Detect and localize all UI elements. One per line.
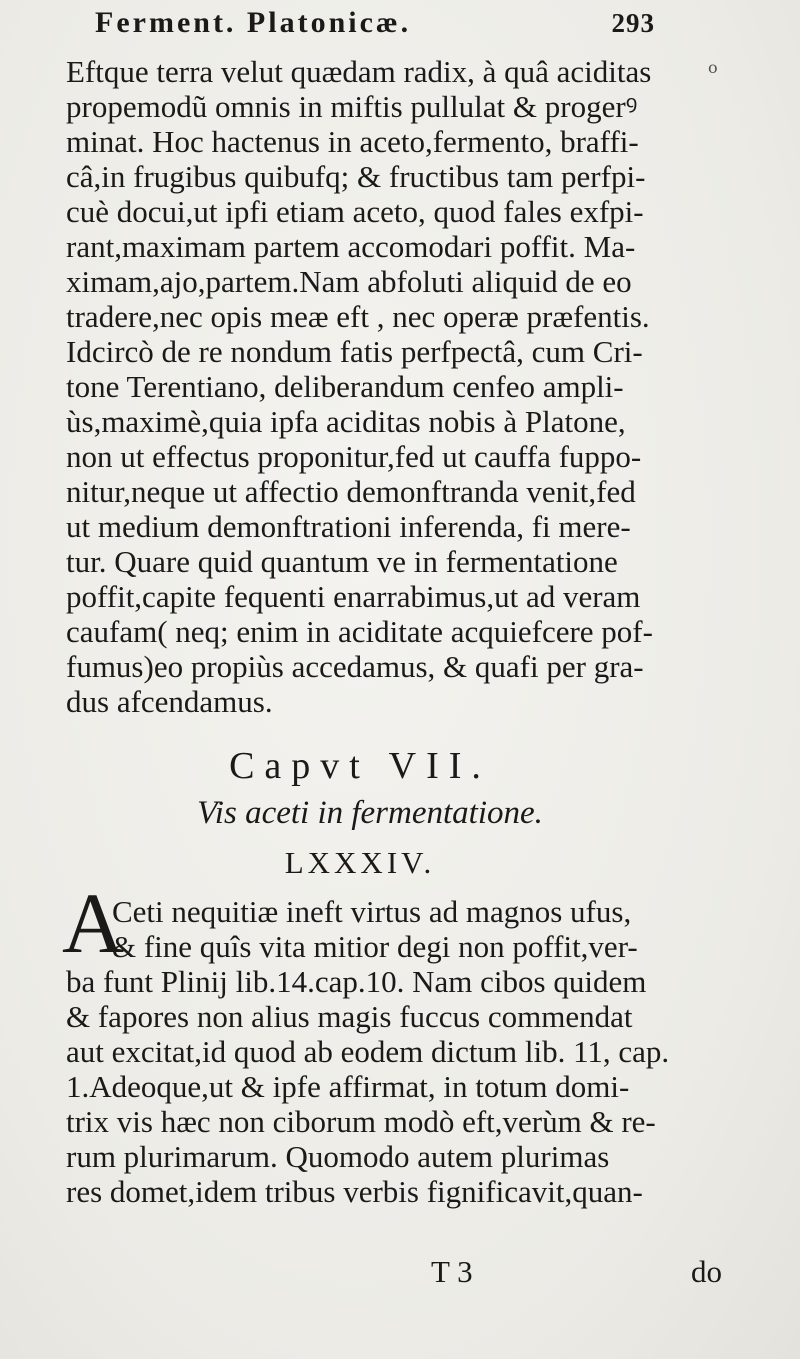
text-line: Idcircò de re nondum fatis perfpectâ, cum Cri- [66, 334, 643, 369]
text-line: tradere,nec opis meæ eft , nec operæ præfentis. [66, 299, 650, 334]
text-line: ùs,maximè,quia ipfa aciditas nobis à Platone, [66, 404, 626, 439]
margin-mark: o [708, 58, 718, 77]
catchword: do [691, 1254, 722, 1289]
text-line: ximam,ajo,partem.Nam abfoluti aliquid de eo [66, 264, 632, 299]
text-line: res domet,idem tribus verbis fignificavit,quan- [66, 1174, 643, 1209]
text-line: dus afcendamus. [66, 684, 273, 719]
text-line: caufam( neq; enim in aciditate acquiefcere pof- [66, 614, 653, 649]
page-number: 293 [611, 8, 655, 38]
text-line: poffit,capite fequenti enarrabimus,ut ad veram [66, 579, 641, 614]
text-line: rum plurimarum. Quomodo autem plurimas [66, 1139, 610, 1174]
text-line: non ut effectus proponitur,fed ut cauffa fuppo- [66, 439, 642, 474]
body-text [66, 54, 726, 719]
text-line: nitur,neque ut affectio demonftranda venit,fed [66, 474, 636, 509]
text-line: rant,maximam partem accomodari poffit. Ma- [66, 229, 636, 264]
text-line: ba funt Plinij lib.14.cap.10. Nam cibos quidem [66, 964, 647, 999]
text-line: trix vis hæc non ciborum modò eft,verùm & re- [66, 1104, 656, 1139]
chapter-subtitle: Vis aceti in fermentatione. [197, 795, 543, 831]
text-line: aut excitat,id quod ab eodem dictum lib. 11, cap. [66, 1034, 670, 1069]
text-line: Ceti nequitiæ ineft virtus ad magnos ufus, [112, 894, 632, 929]
catchline [66, 1254, 728, 1289]
section-text [66, 894, 726, 1209]
text-line: propemodũ omnis in miftis pullulat & progerꝰ [66, 89, 638, 124]
text-line: 1.Adeoque,ut & ipfe affirmat, in totum domi- [66, 1069, 630, 1104]
text-line: tone Terentiano, deliberandum cenfeo ampli- [66, 369, 624, 404]
running-head [95, 6, 655, 46]
text-line: Eftque terra velut quædam radix, à quâ aciditas [66, 54, 652, 89]
running-title: Ferment. Platonicæ. [95, 6, 412, 39]
text-line: ut medium demonftrationi inferenda, fi mere- [66, 509, 631, 544]
signature-mark: T 3 [431, 1254, 473, 1289]
drop-cap-initial: A [62, 875, 125, 971]
text-line: tur. Quare quid quantum ve in fermentatione [66, 544, 618, 579]
text-line: fumus)eo propiùs accedamus, & quafi per gra- [66, 649, 644, 684]
text-line: & fapores non alius magis fuccus commendat [66, 999, 633, 1034]
text-line: & fine quîs vita mitior degi non poffit,ver- [112, 929, 638, 964]
text-line: câ,in frugibus quibufq; & fructibus tam perfpi- [66, 159, 646, 194]
chapter-heading: Capvt VII. [229, 745, 491, 787]
text-line: cuè docui,ut ipfi etiam aceto, quod fales exfpi- [66, 194, 644, 229]
text-line: minat. Hoc hactenus in aceto,fermento, braffi- [66, 124, 639, 159]
section-number: LXXXIV. [284, 845, 436, 880]
